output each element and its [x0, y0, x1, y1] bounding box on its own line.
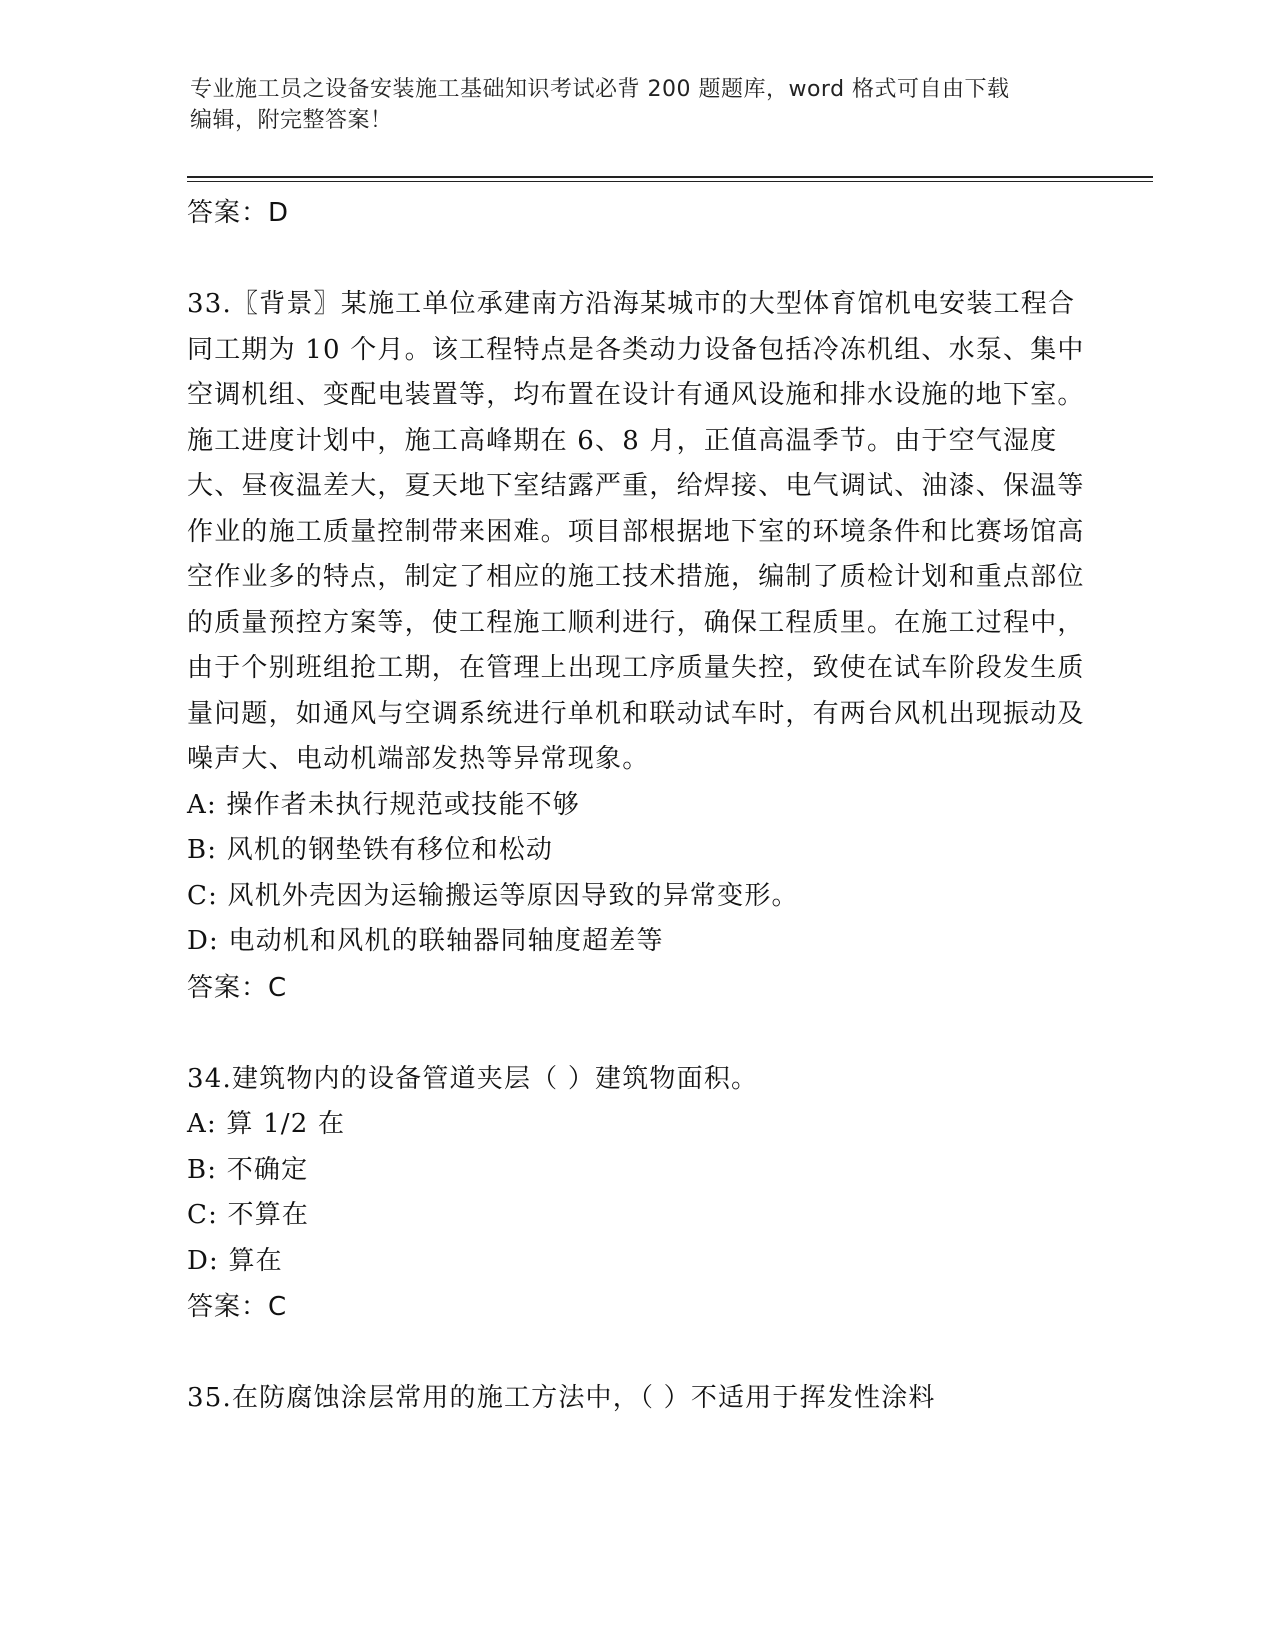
question-34-option-d: D: 算在	[187, 1245, 283, 1276]
question-34-option-b: B: 不确定	[187, 1154, 309, 1185]
question-33-option-c: C: 风机外壳因为运输搬运等原因导致的异常变形。	[187, 880, 799, 911]
header-divider-thick	[187, 176, 1153, 178]
question-35-text: 35.在防腐蚀涂层常用的施工方法中，（ ）不适用于挥发性涂料	[187, 1383, 936, 1413]
question-33	[187, 282, 1087, 1011]
question-33-option-b: B: 风机的钢垫铁有移位和松动	[187, 835, 554, 865]
question-33-option-a: A: 操作者未执行规范或技能不够	[187, 789, 581, 820]
spacer	[187, 1330, 1087, 1376]
header-line-2: 编辑，附完整答案！	[190, 108, 393, 133]
header-divider-thin	[187, 181, 1153, 182]
question-34-option-a: A: 算 1/2 在	[187, 1109, 346, 1139]
answer-previous: 答案：D	[187, 198, 290, 228]
question-33-answer: 答案：C	[187, 972, 288, 1003]
header-line-1: 专业施工员之设备安装施工基础知识考试必背 200 题题库，word 格式可自由下载	[190, 77, 1010, 102]
question-33-option-d: D: 电动机和风机的联轴器同轴度超差等	[187, 926, 664, 956]
spacer	[187, 1011, 1087, 1057]
page-header	[190, 74, 1070, 136]
question-34-answer: 答案：C	[187, 1292, 288, 1322]
question-34-text: 34.建筑物内的设备管道夹层（ ）建筑物面积。	[187, 1063, 759, 1094]
question-34	[187, 1057, 1087, 1331]
spacer	[187, 236, 1087, 282]
question-35	[187, 1376, 1087, 1422]
question-33-text: 33.〖背景〗某施工单位承建南方沿海某城市的大型体育馆机电安装工程合同工期为 10 个月。该工程特点是各类动力设备包括冷冻机组、水泵、集中空调机组、变配电装置等，均布置在设计有通风设施和排水设施的地下室。施工进度计划中，施工高峰期在 6、8 月，正值高温季节。由于空气湿度大、昼夜温差大，夏天地下室结露严重，给焊接、电气调试、油漆、保温等作业的施工质量控制带来困难。项目部根据地下室的环境条件和比赛场馆高空作业多的特点，制定了相应的施工技术措施，编制了质检计划和重点部位的质量预控方案等，使工程施工顺利进行，确保工程质里。在施工过程中，由于个别班组抢工期，在管理上出现工序质量失控，致使在试车阶段发生质量问题，如通风与空调系统进行单机和联动试车时，有两台风机出现振动及噪声大、电动机端部发热等异常现象。	[187, 289, 1085, 774]
document-body	[187, 190, 1087, 1422]
question-34-option-c: C: 不算在	[187, 1200, 310, 1230]
